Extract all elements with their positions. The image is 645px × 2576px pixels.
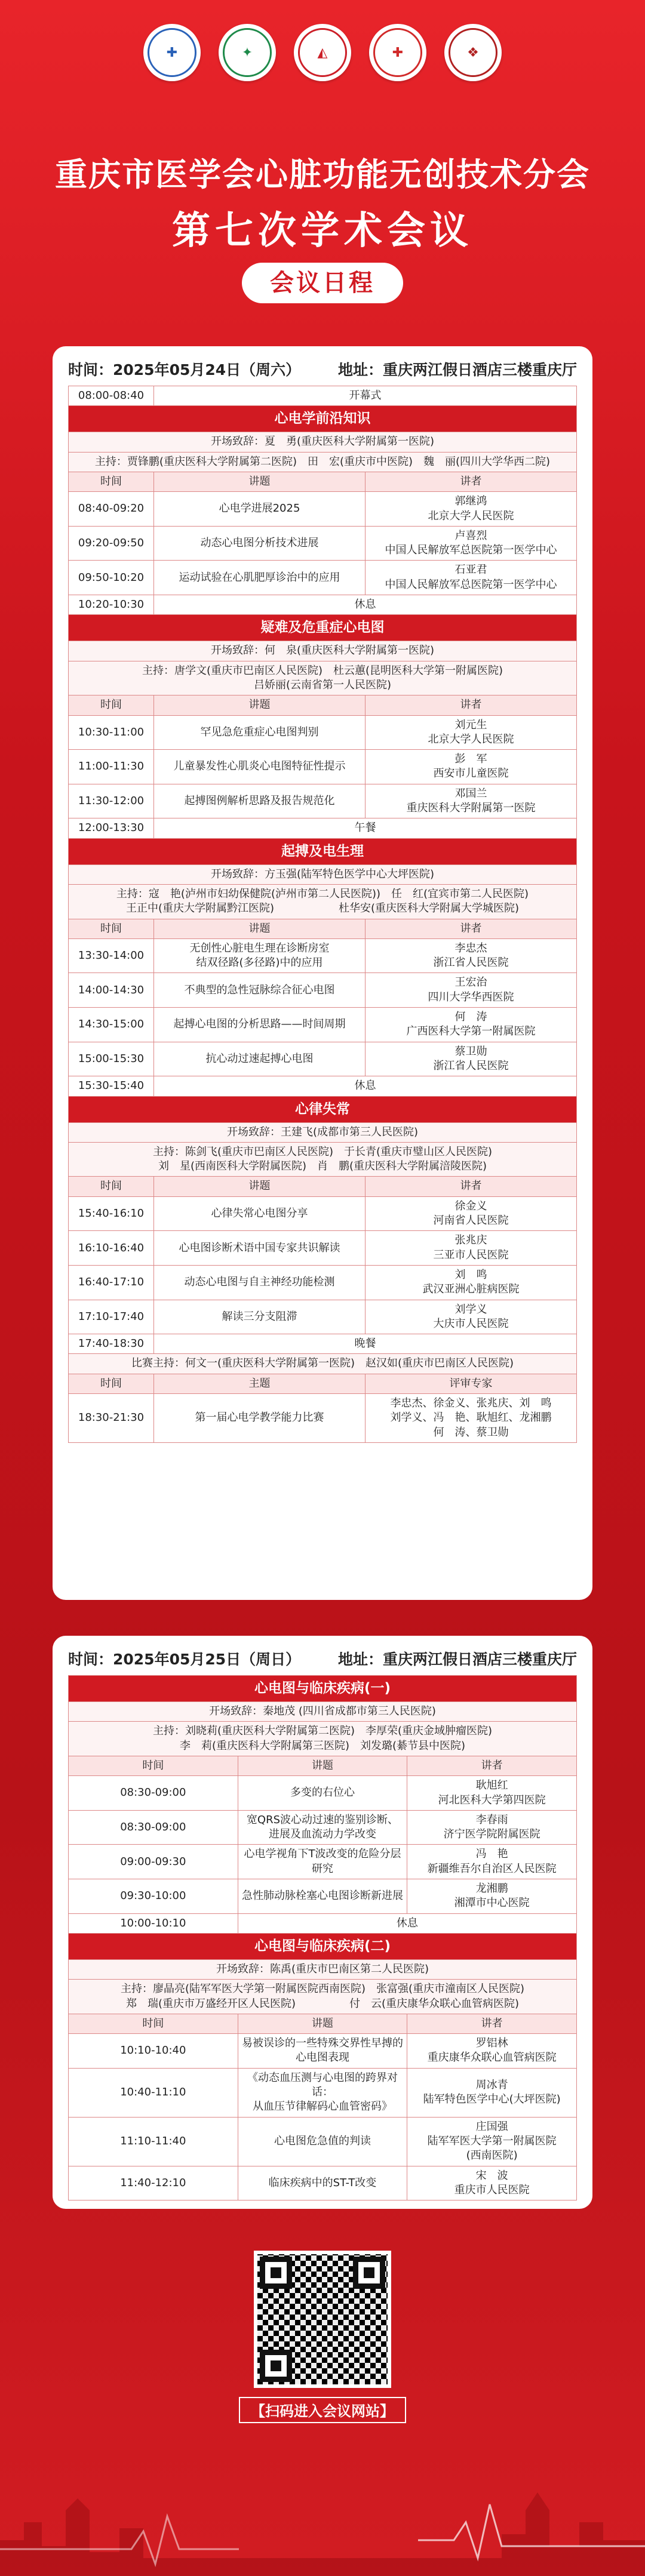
talk-topic: 儿童暴发性心肌炎心电图特征性提示	[154, 750, 366, 784]
talk-time: 15:00-15:30	[69, 1042, 154, 1076]
section-title: 心律失常	[69, 1096, 577, 1122]
talk-time: 11:40-12:10	[69, 2166, 238, 2200]
talk-topic: 心律失常心电图分享	[154, 1196, 366, 1231]
header-topic: 讲题	[154, 472, 366, 491]
talk-time: 10:40-11:10	[69, 2068, 238, 2117]
section-title: 疑难及危重症心电图	[69, 615, 577, 641]
opening-speech-row	[69, 864, 577, 884]
opening-speech-row	[69, 1122, 577, 1142]
host-row	[69, 1980, 577, 2014]
talk-time: 15:40-16:10	[69, 1196, 154, 1231]
talk-time: 16:10-16:40	[69, 1231, 154, 1266]
talk-time: 11:10-11:40	[69, 2117, 238, 2166]
talk-row	[69, 2034, 577, 2069]
talk-topic: 《动态血压测与心电图的跨界对话： 从血压节律解码心血管密码》	[238, 2068, 407, 2117]
opening-speech: 开场致辞：秦地茂 (四川省成都市第三人民医院)	[69, 1702, 577, 1722]
talk-speaker: 王宏治 四川大学华西医院	[366, 973, 577, 1008]
session-hosts: 主持：廖晶亮(陆军军医大学第一附属医院西南医院) 张富强(重庆市潼南区人民医院) 郑 瑞(重庆市万盛经开区人民医院) 付 云(重庆康华众联心血管病医院)	[69, 1980, 577, 2014]
opening-speech: 开场致辞：夏 勇(重庆医科大学附属第一医院)	[69, 432, 577, 452]
talk-time: 11:00-11:30	[69, 750, 154, 784]
seal-icon: ✚	[373, 28, 422, 77]
contest-host: 比赛主持：何文一(重庆医科大学附属第一医院) 赵汉如(重庆市巴南区人民医院)	[69, 1354, 577, 1374]
talk-time: 09:20-09:50	[69, 526, 154, 561]
talk-time: 09:50-10:20	[69, 561, 154, 595]
header-speaker: 讲者	[407, 2014, 577, 2033]
header-speaker: 讲者	[366, 695, 577, 715]
break-row	[69, 1076, 577, 1096]
talk-speaker: 李忠杰 浙江省人民医院	[366, 938, 577, 973]
day2-card	[53, 1636, 592, 2209]
talk-time: 09:00-09:30	[69, 1845, 238, 1879]
talk-time: 17:10-17:40	[69, 1300, 154, 1334]
talk-topic: 临床疾病中的ST-T改变	[238, 2166, 407, 2200]
talk-speaker: 冯 艳 新疆维吾尔自治区人民医院	[407, 1845, 577, 1879]
contest-header-row	[69, 1374, 577, 1393]
talk-row	[69, 492, 577, 527]
header-time: 时间	[69, 1756, 238, 1775]
talk-topic: 宽QRS波心动过速的鉴别诊断、 进展及血流动力学改变	[238, 1810, 407, 1845]
society-logo-4	[369, 24, 426, 81]
contest-row	[69, 1394, 577, 1443]
city-skyline-decoration	[0, 2421, 645, 2576]
talk-row	[69, 750, 577, 784]
qr-finder-icon	[260, 2350, 292, 2382]
header-time: 时间	[69, 695, 154, 715]
talk-row	[69, 1845, 577, 1879]
talk-row	[69, 1042, 577, 1076]
opening-speech: 开场致辞：何 泉(重庆医科大学附属第一医院)	[69, 641, 577, 661]
break-row	[69, 595, 577, 615]
section-title: 心电学前沿知识	[69, 406, 577, 432]
label-cell: 开幕式	[154, 386, 577, 406]
society-logo-1	[143, 24, 201, 81]
talk-speaker: 彭 军 西安市儿童医院	[366, 750, 577, 784]
talk-time: 16:40-17:10	[69, 1265, 154, 1300]
header-topic: 讲题	[238, 2014, 407, 2033]
talk-time: 14:00-14:30	[69, 973, 154, 1008]
talk-speaker: 张兆庆 三亚市人民医院	[366, 1231, 577, 1266]
day1-time: 时间：2025年05月24日（周六）	[68, 361, 301, 378]
talk-speaker: 何 涛 广西医科大学第一附属医院	[366, 1008, 577, 1042]
qr-finder-icon	[260, 2257, 292, 2289]
logo-row	[0, 24, 645, 81]
break-label: 晚餐	[154, 1334, 577, 1354]
main-title: 重庆市医学会心脏功能无创技术分会	[55, 156, 590, 193]
talk-speaker: 龙湘鹏 湘潭市中心医院	[407, 1879, 577, 1914]
talk-time: 10:30-11:00	[69, 715, 154, 750]
header-time: 时间	[69, 1177, 154, 1196]
header-judges: 评审专家	[366, 1374, 577, 1393]
time-cell: 08:00-08:40	[69, 386, 154, 406]
break-label: 休息	[154, 595, 577, 615]
talk-speaker: 邓国兰 重庆医科大学附属第一医院	[366, 784, 577, 818]
seal-icon: ❖	[449, 28, 497, 77]
section-title-row	[69, 615, 577, 641]
section-title-row	[69, 1933, 577, 1959]
break-row	[69, 818, 577, 838]
day1-place: 地址：重庆两江假日酒店三楼重庆厅	[337, 361, 577, 378]
talk-topic: 易被误诊的一些特殊交界性早搏的心电图表现	[238, 2034, 407, 2069]
section-title-row	[69, 838, 577, 864]
break-time: 17:40-18:30	[69, 1334, 154, 1354]
host-row	[69, 1142, 577, 1177]
talk-row	[69, 784, 577, 818]
header-time: 时间	[69, 472, 154, 491]
opening-speech: 开场致辞：陈禹(重庆市巴南区第二人民医院)	[69, 1959, 577, 1979]
talk-topic: 起搏图例解析思路及报告规范化	[154, 784, 366, 818]
talk-topic: 心电学视角下T波改变的危险分层研究	[238, 1845, 407, 1879]
talk-row	[69, 2068, 577, 2117]
day2-header	[68, 1644, 577, 1675]
opening-speech: 开场致辞：王建飞(成都市第三人民医院)	[69, 1122, 577, 1142]
talk-row	[69, 1265, 577, 1300]
header-topic: 讲题	[154, 695, 366, 715]
talk-topic: 解读三分支阻滞	[154, 1300, 366, 1334]
column-header-row	[69, 1177, 577, 1196]
qr-code[interactable]	[254, 2251, 391, 2388]
column-header-row	[69, 695, 577, 715]
talk-time: 14:30-15:00	[69, 1008, 154, 1042]
talk-speaker: 蔡卫勋 浙江省人民医院	[366, 1042, 577, 1076]
section-title-row	[69, 1096, 577, 1122]
column-header-row	[69, 1756, 577, 1775]
session-hosts: 主持：寇 艳(泸州市妇幼保健院(泸州市第二人民医院)) 任 红(宜宾市第二人民医院) 王正中(重庆大学附属黔江医院) 杜华安(重庆医科大学附属大学城医院)	[69, 884, 577, 919]
society-logo-2	[219, 24, 276, 81]
header-speaker: 讲者	[366, 919, 577, 938]
break-time: 10:20-10:30	[69, 595, 154, 615]
day1-card	[53, 346, 592, 1600]
seal-icon: ◭	[298, 28, 347, 77]
society-logo-5	[444, 24, 502, 81]
talk-time: 09:30-10:00	[69, 1879, 238, 1914]
host-row	[69, 452, 577, 472]
talk-speaker: 罗铝林 重庆康华众联心血管病医院	[407, 2034, 577, 2069]
talk-speaker: 刘学义 大庆市人民医院	[366, 1300, 577, 1334]
qr-caption: 【扫码进入会议网站】	[239, 2397, 406, 2423]
section-title: 心电图与临床疾病(二)	[69, 1933, 577, 1959]
talk-topic: 无创性心脏电生理在诊断房室 结双径路(多径路)中的应用	[154, 938, 366, 973]
break-time: 10:00-10:10	[69, 1913, 238, 1933]
session-hosts: 主持：贾锋鹏(重庆医科大学附属第二医院) 田 宏(重庆市中医院) 魏 丽(四川大学华西二院)	[69, 452, 577, 472]
opening-speech-row	[69, 1702, 577, 1722]
talk-row	[69, 1776, 577, 1811]
break-row	[69, 1913, 577, 1933]
talk-time: 13:30-14:00	[69, 938, 154, 973]
day1-header	[68, 355, 577, 386]
header-topic: 讲题	[154, 1177, 366, 1196]
day1-table	[68, 386, 577, 1443]
talk-topic: 动态心电图与自主神经功能检测	[154, 1265, 366, 1300]
day2-table	[68, 1675, 577, 2200]
column-header-row	[69, 919, 577, 938]
talk-row	[69, 2117, 577, 2166]
talk-row	[69, 561, 577, 595]
break-label: 休息	[154, 1076, 577, 1096]
talk-row	[69, 1879, 577, 1914]
talk-speaker: 郭继鸿 北京大学人民医院	[366, 492, 577, 527]
host-row	[69, 661, 577, 695]
session-hosts: 主持：唐学文(重庆市巴南区人民医院) 杜云蕙(昆明医科大学第一附属医院) 吕娇丽(云南省第一人民医院)	[69, 661, 577, 695]
sub-title: 第七次学术会议	[172, 208, 473, 253]
section-title: 起搏及电生理	[69, 838, 577, 864]
header-topic: 讲题	[154, 919, 366, 938]
talk-topic: 不典型的急性冠脉综合征心电图	[154, 973, 366, 1008]
header-speaker: 讲者	[407, 1756, 577, 1775]
seal-icon: ✦	[223, 28, 272, 77]
header-time: 时间	[69, 2014, 238, 2033]
schedule-badge: 会议日程	[242, 263, 403, 303]
break-time: 12:00-13:30	[69, 818, 154, 838]
talk-speaker: 徐金义 河南省人民医院	[366, 1196, 577, 1231]
contest-judges: 李忠杰、徐金义、张兆庆、刘 鸣 刘学义、冯 艳、耿旭红、龙湘鹏 何 涛、蔡卫勋	[366, 1394, 577, 1443]
talk-row	[69, 1300, 577, 1334]
header-time: 时间	[69, 1374, 154, 1393]
contest-topic: 第一届心电学教学能力比赛	[154, 1394, 366, 1443]
seal-icon: ✚	[148, 28, 196, 77]
talk-topic: 起搏心电图的分析思路——时间周期	[154, 1008, 366, 1042]
day2-place: 地址：重庆两江假日酒店三楼重庆厅	[337, 1651, 577, 1668]
header-topic: 讲题	[238, 1756, 407, 1775]
opening-speech-row	[69, 432, 577, 452]
talk-row	[69, 938, 577, 973]
talk-speaker: 李春雨 济宁医学院附属医院	[407, 1810, 577, 1845]
header-speaker: 讲者	[366, 472, 577, 491]
opening-row	[69, 386, 577, 406]
talk-row	[69, 973, 577, 1008]
session-hosts: 主持：陈剑飞(重庆市巴南区人民医院) 于长青(重庆市璧山区人民医院) 刘 星(西南医科大学附属医院) 肖 鹏(重庆医科大学附属涪陵医院)	[69, 1142, 577, 1177]
talk-speaker: 宋 波 重庆市人民医院	[407, 2166, 577, 2200]
talk-topic: 罕见急危重症心电图判别	[154, 715, 366, 750]
contest-time: 18:30-21:30	[69, 1394, 154, 1443]
talk-row	[69, 2166, 577, 2200]
column-header-row	[69, 472, 577, 491]
section-title-row	[69, 406, 577, 432]
column-header-row	[69, 2014, 577, 2033]
talk-row	[69, 1196, 577, 1231]
session-hosts: 主持：刘晓莉(重庆医科大学附属第二医院) 李厚荣(重庆金域肿瘤医院) 李 莉(重庆医科大学附属第三医院) 刘发璐(綦节县中医院)	[69, 1722, 577, 1756]
host-row	[69, 884, 577, 919]
opening-speech-row	[69, 1959, 577, 1979]
talk-time: 11:30-12:00	[69, 784, 154, 818]
header-speaker: 讲者	[366, 1177, 577, 1196]
talk-topic: 心电图危急值的判读	[238, 2117, 407, 2166]
talk-time: 08:30-09:00	[69, 1810, 238, 1845]
talk-topic: 心电图诊断术语中国专家共识解读	[154, 1231, 366, 1266]
break-time: 15:30-15:40	[69, 1076, 154, 1096]
break-row	[69, 1334, 577, 1354]
talk-speaker: 卢喜烈 中国人民解放军总医院第一医学中心	[366, 526, 577, 561]
talk-row	[69, 1810, 577, 1845]
talk-speaker: 石亚君 中国人民解放军总医院第一医学中心	[366, 561, 577, 595]
talk-time: 10:10-10:40	[69, 2034, 238, 2069]
section-title: 心电图与临床疾病(一)	[69, 1676, 577, 1702]
section-title-row	[69, 1676, 577, 1702]
talk-speaker: 刘 鸣 武汉亚洲心脏病医院	[366, 1265, 577, 1300]
talk-time: 08:30-09:00	[69, 1776, 238, 1811]
talk-row	[69, 1008, 577, 1042]
qr-finder-icon	[353, 2257, 385, 2289]
talk-topic: 动态心电图分析技术进展	[154, 526, 366, 561]
talk-speaker: 周冰青 陆军特色医学中心(大坪医院)	[407, 2068, 577, 2117]
opening-speech: 开场致辞：方玉强(陆军特色医学中心大坪医院)	[69, 864, 577, 884]
talk-topic: 急性肺动脉栓塞心电图诊断新进展	[238, 1879, 407, 1914]
talk-speaker: 庄国强 陆军军医大学第一附属医院 (西南医院)	[407, 2117, 577, 2166]
talk-topic: 运动试验在心肌肥厚诊治中的应用	[154, 561, 366, 595]
break-label: 休息	[238, 1913, 576, 1933]
talk-row	[69, 715, 577, 750]
talk-topic: 心电学进展2025	[154, 492, 366, 527]
talk-row	[69, 1231, 577, 1266]
society-logo-3	[294, 24, 351, 81]
header-time: 时间	[69, 919, 154, 938]
host-row	[69, 1722, 577, 1756]
talk-time: 08:40-09:20	[69, 492, 154, 527]
contest-host-row	[69, 1354, 577, 1374]
talk-row	[69, 526, 577, 561]
header-topic: 主题	[154, 1374, 366, 1393]
day2-time: 时间：2025年05月25日（周日）	[68, 1651, 301, 1668]
talk-speaker: 刘元生 北京大学人民医院	[366, 715, 577, 750]
break-label: 午餐	[154, 818, 577, 838]
talk-topic: 抗心动过速起搏心电图	[154, 1042, 366, 1076]
talk-speaker: 耿旭红 河北医科大学第四医院	[407, 1776, 577, 1811]
talk-topic: 多变的右位心	[238, 1776, 407, 1811]
opening-speech-row	[69, 641, 577, 661]
